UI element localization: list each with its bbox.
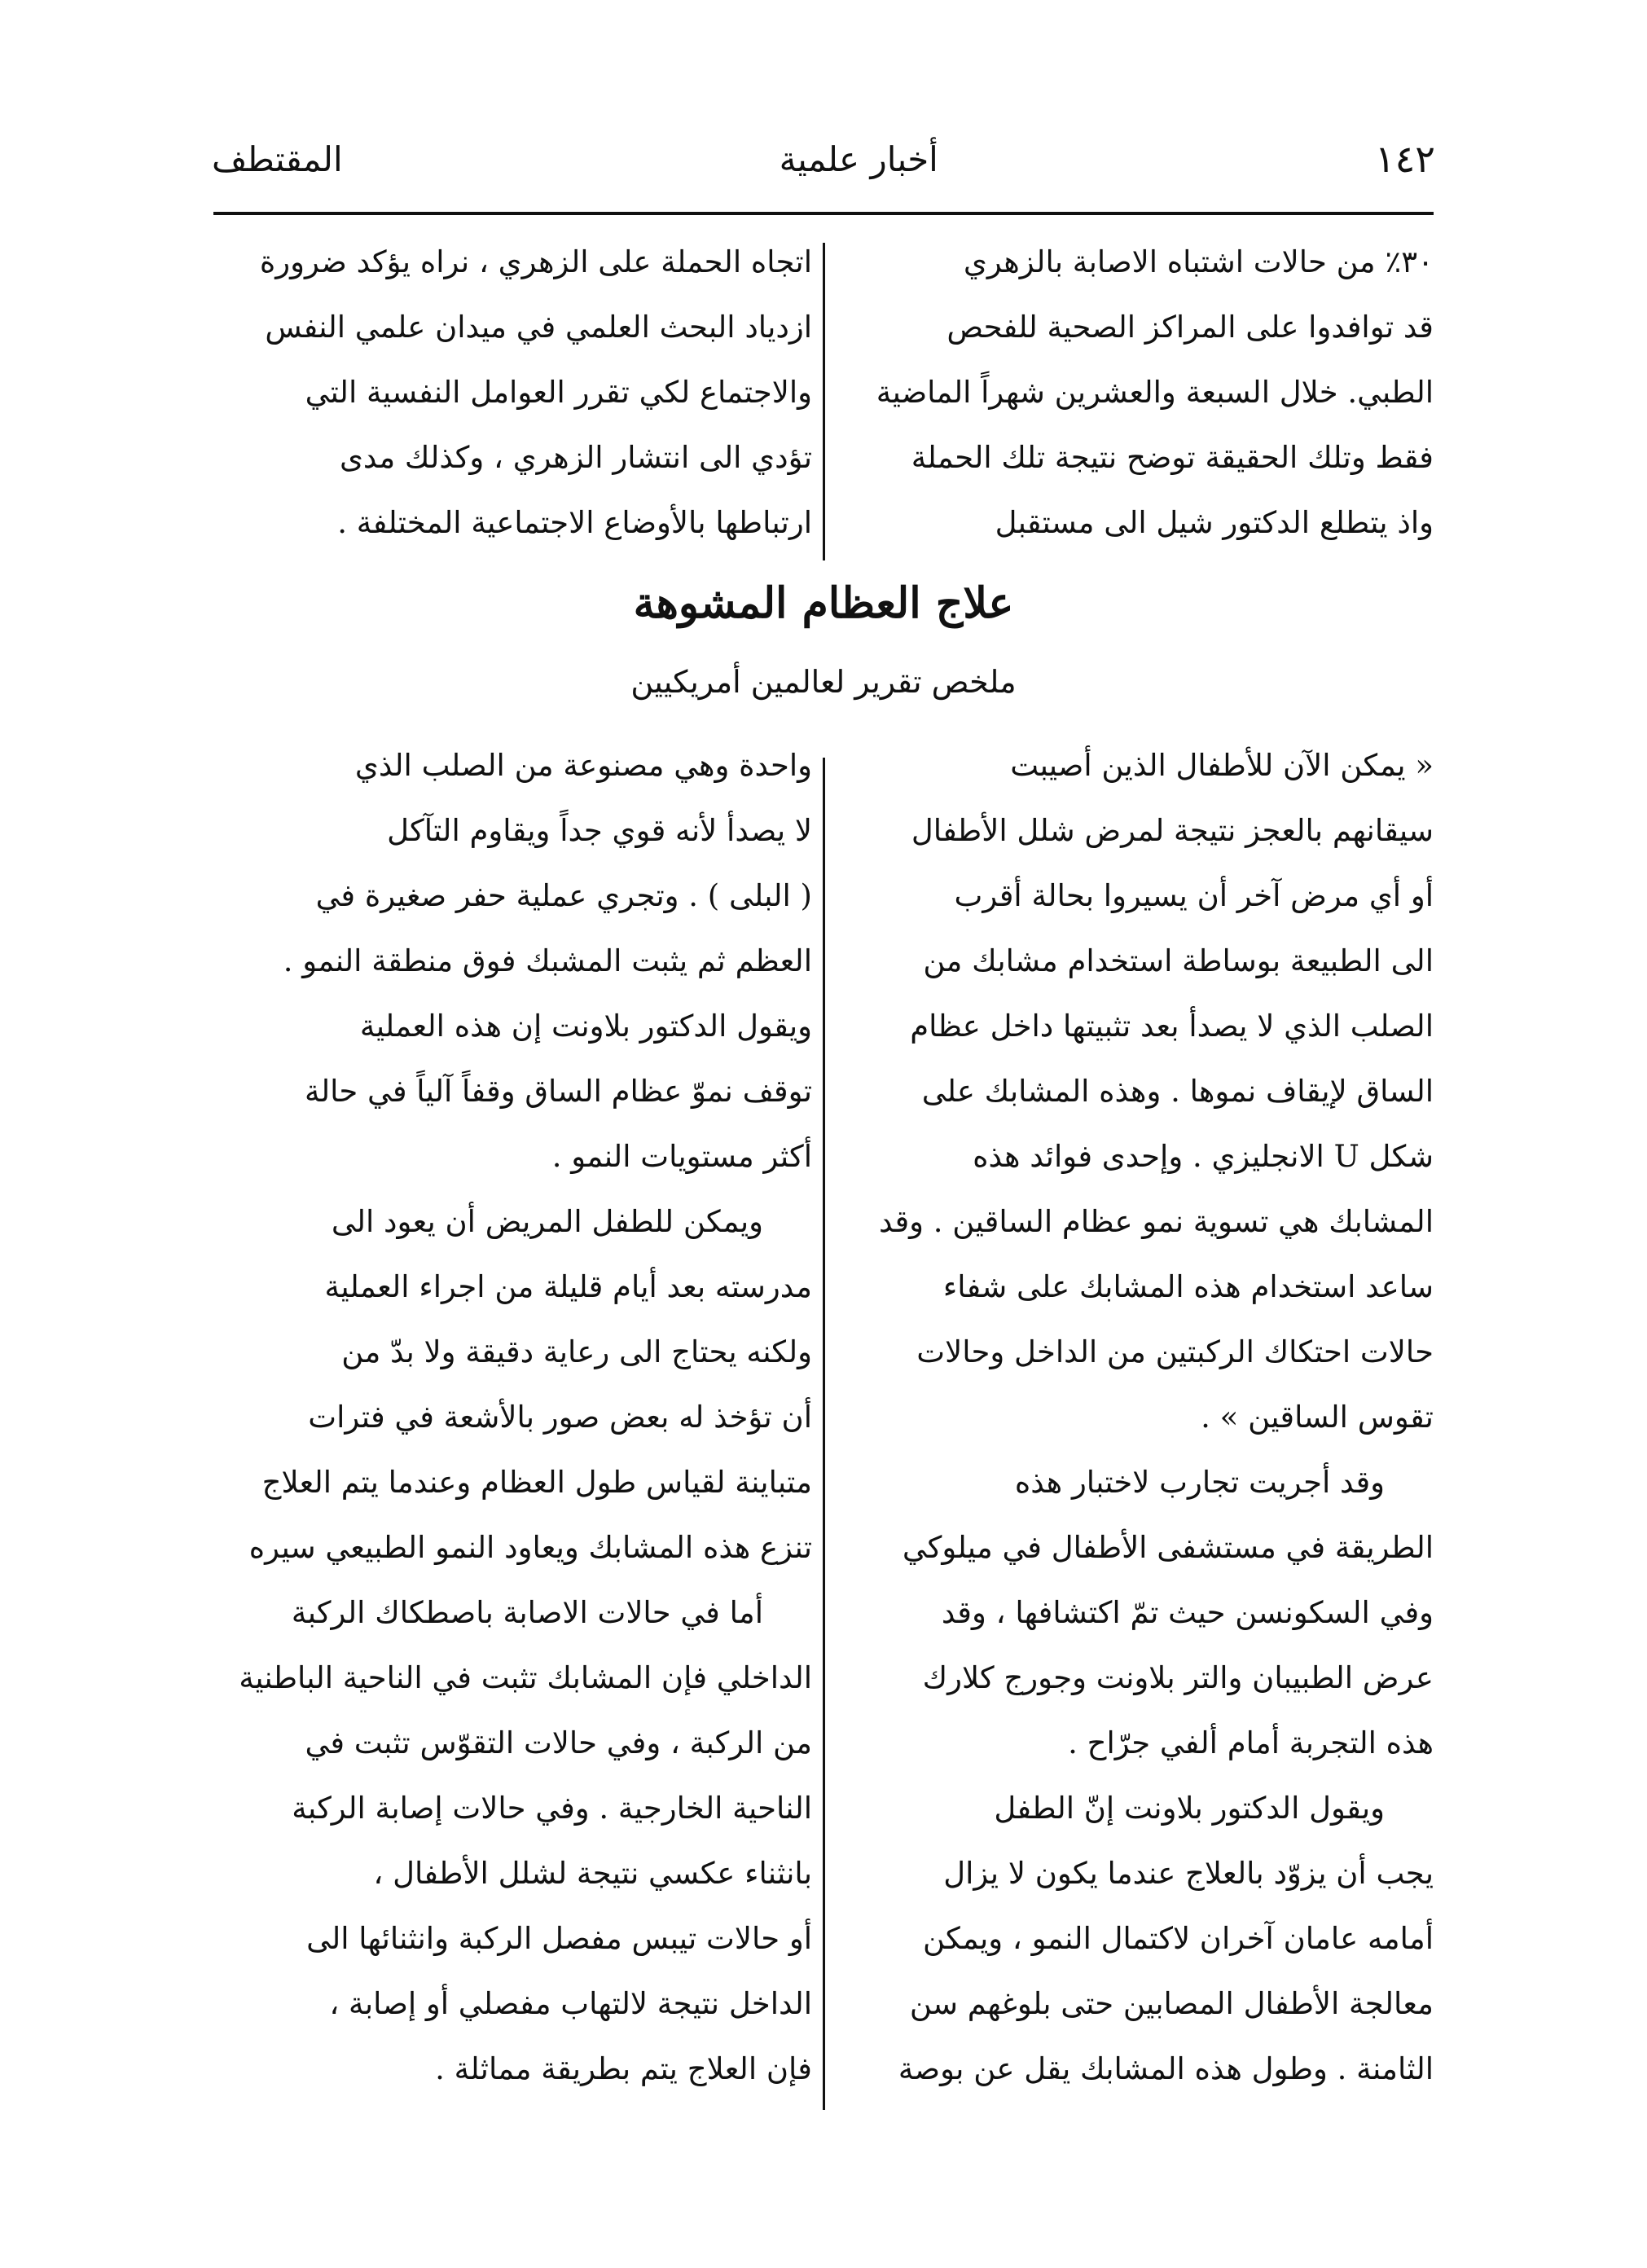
paragraph: واحدة وهي مصنوعة من الصلب الذي لا يصدأ لأنه قوي جداً ويقاوم التآكل ( البلى ) . وتجري عملية حفر صغيرة في العظم ثم يثبت المشبك فوق منطقة النمو . ويقول الدكتور بلاونت إن هذه العملية توقف نموّ عظام الساق وقفاً آلياً في حالة أكثر مستويات النمو . — [283, 748, 812, 1174]
paragraph: وقد أجريت تجارب لاختبار هذه الطريقة في مستشفى الأطفال في ميلوكي وفي السكونسن حيث تمّ اكتشافها ، وقد عرض الطبيبان والتر بلاونت وجورج كلارك هذه التجربة أمام ألفي جرّاح . — [902, 1465, 1434, 1760]
article-subtitle: ملخص تقرير لعالمين أمريكيين — [630, 664, 1017, 700]
top-right-column — [835, 230, 1434, 556]
article-left-column — [213, 733, 812, 2102]
paragraph: اتجاه الحملة على الزهري ، نراه يؤكد ضرورة ازدياد البحث العلمي في ميدان علمي النفس والاجتماع لكي تقرر العوامل النفسية التي تؤدي الى انتشار الزهري ، وكذلك مدى ارتباطها بالأوضاع الاجتماعية المختلفة . — [259, 244, 812, 540]
column-divider — [823, 758, 825, 2110]
paragraph: ٣٠٪ من حالات اشتباه الاصابة بالزهري قد توافدوا على المراكز الصحية للفحص الطبي. خلال السبعة والعشرين شهراً الماضية فقط وتلك الحقيقة توضح نتيجة تلك الحملة واذ يتطلع الدكتور شيل الى مستقبل — [876, 244, 1434, 540]
header-rule — [213, 212, 1434, 215]
running-header — [212, 130, 1435, 187]
paragraph: أما في حالات الاصابة باصطكاك الركبة الداخلي فإن المشابك تثبت في الناحية الباطنية من الركبة ، وفي حالات التقوّس تثبت في الناحية الخارجية . وفي حالات إصابة الركبة بانثناء عكسي نتيجة لشلل الأطفال ، أو حالات تيبس مفصل الركبة وانثنائها الى الداخل نتيجة لالتهاب مفصلي أو إصابة ، فإن العلاج يتم بطريقة مماثلة . — [239, 1595, 812, 2086]
column-divider — [823, 243, 825, 560]
page-number: ١٤٢ — [1374, 137, 1435, 181]
top-left-column — [213, 230, 812, 556]
section-name: أخبار علمية — [779, 138, 938, 179]
article-right-column — [835, 733, 1434, 2102]
article-title: علاج العظام المشوهة — [633, 578, 1014, 628]
journal-name: المقتطف — [212, 138, 343, 179]
paragraph: « يمكن الآن للأطفال الذين أصيبت سيقانهم بالعجز نتيجة لمرض شلل الأطفال أو أي مرض آخر أن يسيروا بحالة أقرب الى الطبيعة بوساطة استخدام مشابك من الصلب الذي لا يصدأ بعد تثبيتها داخل عظام الساق لإيقاف نموها . وهذه المشابك على شكل U الانجليزي . وإحدى فوائد هذه المشابك هي تسوية نمو عظام الساقين . وقد ساعد استخدام هذه المشابك على شفاء حالات احتكاك الركبتين من الداخل وحالات تقوس الساقين » . — [879, 748, 1434, 1435]
paragraph: ويقول الدكتور بلاونت إنّ الطفل يجب أن يزوّد بالعلاج عندما يكون لا يزال أمامه عامان آخران لاكتمال النمو ، ويمكن معالجة الأطفال المصابين حتى بلوغهم سن الثامنة . وطول هذه المشابك يقل عن بوصة — [898, 1791, 1434, 2086]
paragraph: ويمكن للطفل المريض أن يعود الى مدرسته بعد أيام قليلة من اجراء العملية ولكنه يحتاج الى رعاية دقيقة ولا بدّ من أن تؤخذ له بعض صور بالأشعة في فترات متباينة لقياس طول العظام وعندما يتم العلاج تنزع هذه المشابك ويعاود النمو الطبيعي سيره — [248, 1204, 812, 1565]
